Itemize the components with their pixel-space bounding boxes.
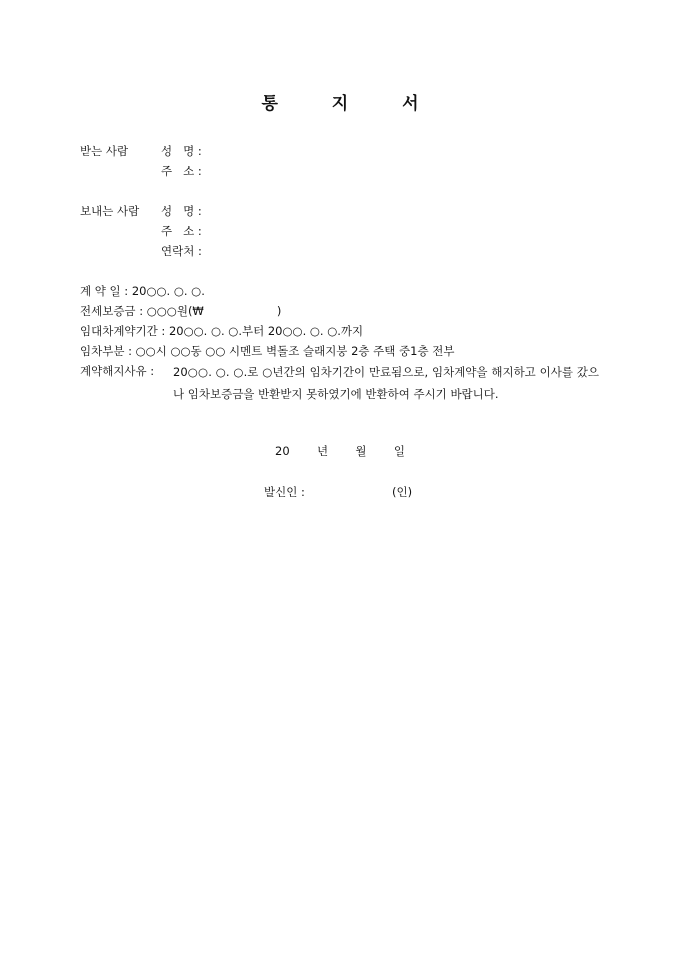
receiver-label: 받는 사람 bbox=[80, 144, 129, 158]
sender-contact-label: 연락처 : bbox=[161, 244, 202, 258]
sender-label: 보내는 사람 bbox=[80, 204, 140, 218]
lease-period: 임대차계약기간 : 20○○. ○. ○.부터 20○○. ○. ○.까지 bbox=[80, 324, 364, 338]
seal-mark: (인) bbox=[392, 485, 413, 499]
leased-part: 임차부분 : ○○시 ○○동 ○○ 시멘트 벽돌조 슬래지붕 2층 주택 중1층 전부 bbox=[80, 344, 455, 358]
contract-date: 계 약 일 : 20○○. ○. ○. bbox=[80, 284, 205, 298]
termination-reason-text: 20○○. ○. ○.로 ○년간의 임차기간이 만료됨으로, 임차계약을 해지하고 이사를 갔으나 임차보증금을 반환받지 못하였기에 반환하여 주시기 바랍니다. bbox=[173, 365, 599, 401]
signature-label: 발신인 : bbox=[264, 485, 305, 499]
sender-address-label: 주 소 : bbox=[161, 224, 202, 238]
document-title: 통 지 서 bbox=[261, 94, 443, 114]
sender-name-label: 성 명 : bbox=[161, 204, 202, 218]
document-date: 20 년 월 일 bbox=[275, 444, 405, 458]
receiver-name-label: 성 명 : bbox=[161, 144, 202, 158]
deposit-line: 전세보증금 : ○○○원(₩ ) bbox=[80, 304, 282, 318]
termination-reason-label: 계약해지사유 : bbox=[80, 364, 155, 378]
receiver-address-label: 주 소 : bbox=[161, 164, 202, 178]
